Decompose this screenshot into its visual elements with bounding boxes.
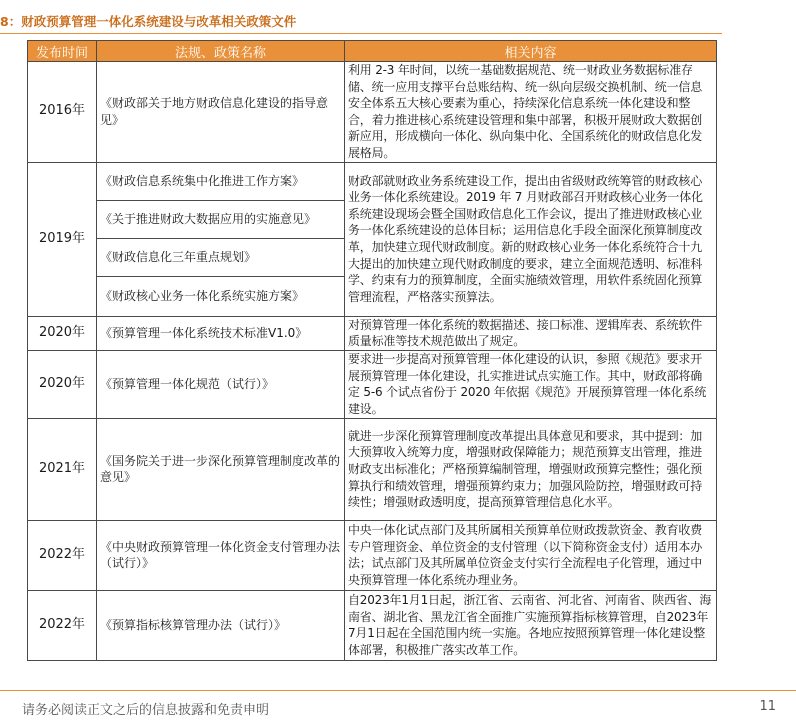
header-publish-time: 发布时间: [28, 41, 97, 62]
content-cell: 中央一体化试点部门及其所属相关预算单位财政拨款资金、教育收费专户管理资金、单位资金的支付管理（以下简称资金支付）适用本办法；试点部门及其所属单位资金支付实行全流程电子化管理，通过中央预算管理一体化系统办理业务。: [345, 520, 717, 590]
year-cell: 2019年: [28, 162, 97, 316]
table-caption: 8：财政预算管理一体化系统建设与改革相关政策文件: [0, 14, 297, 29]
disclaimer-text: 请务必阅读正文之后的信息披露和免责申明: [22, 703, 270, 718]
policy-name-cell: 《财政信息系统集中化推进工作方案》: [97, 162, 345, 200]
year-cell: 2022年: [28, 520, 97, 590]
content-cell: 财政部就财政业务系统建设工作，提出由省级财政统筹管的财政核心业务一体化系统建设。2019 年 7 月财政部召开财政核心业务一体化系统建设现场会暨全国财政信息化工作会议，提出了推进财政核心业务一体化系统建设的总体目标；运用信息化手段全面深化预算制度改革，加快建立现代财政制度。新的财政核心业务一体化系统符合十九大提出的加快建立现代财政制度的要求，建立全面规范透明、标准科学、约束有力的预算制度，全面实施绩效管理，用软件系统固化预算管理流程，严格落实预算法。: [345, 162, 717, 316]
content-cell: 利用 2-3 年时间，以统一基础数据规范、统一财政业务数据标准存储、统一应用支撑平台总账结构、统一纵向层级交换机制、统一信息安全体系五大核心要素为重心，持续深化信息系统一体化建设和整合，着力推进核心系统建设管理和集中部署，积极开展财政大数据创新应用，形成横向一体化、纵向集中化、全国系统化的财政信息化发展格局。: [345, 62, 717, 163]
policy-name-cell: 《关于推进财政大数据应用的实施意见》: [97, 200, 345, 238]
table-row: [28, 350, 717, 418]
page-number: 11: [759, 699, 776, 714]
policy-name-cell: 《财政部关于地方财政信息化建设的指导意见》: [97, 62, 345, 163]
table-row: [28, 418, 717, 520]
policy-name-cell: 《财政核心业务一体化系统实施方案》: [97, 276, 345, 316]
table-row: [28, 316, 717, 350]
table-row: [28, 62, 717, 163]
policy-table: [27, 40, 717, 661]
year-cell: 2020年: [28, 350, 97, 418]
year-cell: 2022年: [28, 590, 97, 660]
policy-name-cell: 《预算指标核算管理办法（试行）》: [97, 590, 345, 660]
year-cell: 2021年: [28, 418, 97, 520]
table-row: [28, 520, 717, 590]
content-cell: 就进一步深化预算管理制度改革提出具体意见和要求，其中提到：加大预算收入统筹力度，增强财政保障能力；规范预算支出管理，推进财政支出标准化；严格预算编制管理，增强财政预算完整性；强化预算执行和绩效管理，增强预算约束力；加强风险防控，增强财政可持续性；增强财政透明度，提高预算管理信息化水平。: [345, 418, 717, 520]
content-cell: 对预算管理一体化系统的数据描述、接口标准、逻辑库表、系统软件质量标准等技术规范做出了规定。: [345, 316, 717, 350]
header-related-content: 相关内容: [345, 41, 717, 62]
policy-name-cell: 《预算管理一体化规范（试行）》: [97, 350, 345, 418]
content-cell: 要求进一步提高对预算管理一体化建设的认识，参照《规范》要求开展预算管理一体化建设，扎实推进试点实施工作。其中，财政部将确定 5-6 个试点省份于 2020 年依据《规范》开展预算管理一体化系统建设。: [345, 350, 717, 418]
policy-name-cell: 《预算管理一体化系统技术标准V1.0》: [97, 316, 345, 350]
header-policy-name: 法规、政策名称: [97, 41, 345, 62]
year-cell: 2020年: [28, 316, 97, 350]
footer-divider: [0, 690, 796, 691]
caption-divider: [0, 33, 722, 34]
table-row: [28, 590, 717, 660]
policy-name-cell: 《国务院关于进一步深化预算管理制度改革的意见》: [97, 418, 345, 520]
table-row: [28, 162, 717, 200]
year-cell: 2016年: [28, 62, 97, 163]
policy-name-cell: 《中央财政预算管理一体化资金支付管理办法（试行）》: [97, 520, 345, 590]
policy-name-cell: 《财政信息化三年重点规划》: [97, 238, 345, 276]
content-cell: 自2023年1月1日起，浙江省、云南省、河北省、河南省、陕西省、海南省、湖北省、黑龙江省全面推广实施预算指标核算管理，自2023年7月1日起在全国范围内统一实施。各地应按照预算管理一体化建设整体部署，积极推广落实改革工作。: [345, 590, 717, 660]
table-header-row: [28, 41, 717, 62]
